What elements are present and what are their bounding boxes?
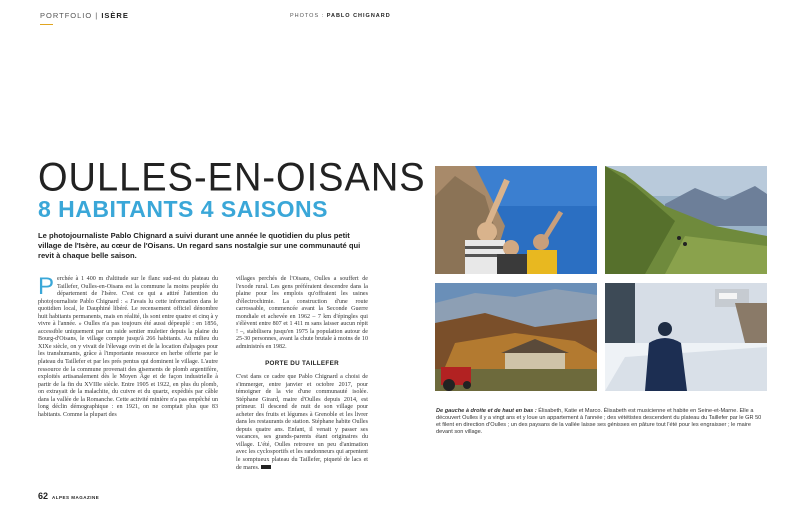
mountain-valley-photo bbox=[605, 166, 767, 274]
section-subhead: PORTE DU TAILLEFER bbox=[265, 360, 339, 368]
section-label: PORTFOLIO bbox=[40, 11, 93, 20]
body-text-1: erchée à 1 400 m d'altitude sur le flanc sud-est du plateau du Taillefer, Oulles-en-Oisans est la commune la moins peuplée du département de l'Isère. C'est ce qui a attiré l'attention du photojournaliste Pablo Chignard : « J'avais lu cette information dans le quotidien local, le Dauphiné libéré. Le recensement officiel dénombre huit habitants permanents, mais en réalité, ils sont entre quatre et cinq à y vivre à l'année. » Oulles n'a pas toujours été aussi dépeuplé : en 1856, accessible uniquement par un raide sentier muletier depuis la plaine du Bourg-d'Oisans, le village compte jusqu'à 266 habitants. Au milieu du XIXe siècle, on y vivait de l'élevage ovin et de la location d'alpages pour les transhumants, grâce à l'importante ressource en herbe offerte par le plateau du Taillefer et par les prés pentus qui dominent le village. L'autre ressource de la commune provenait des gisements de plomb argentifère, exploités artisanalement dès le Moyen Âge et de façon industrielle à partir de la fin du XVIIIe siècle. Entre 1905 et 1922, en plus du plomb, on extrayait de la malachite, du cuivre et du quartz, expédiés par câble dans la vallée de la Romanche. Cette activité minière n'a pas empêché un long déclin démographique : en 1921, on ne comptait plus que 83 habitants. Comme la plupart des bbox=[38, 276, 218, 418]
man-in-snow-image bbox=[605, 283, 767, 391]
villagers-pointing-image bbox=[435, 166, 597, 274]
mountain-valley-image bbox=[605, 166, 767, 274]
photo-credit bbox=[290, 13, 391, 19]
section-separator: | bbox=[95, 11, 99, 20]
article-title: OULLES-EN-OISANS bbox=[38, 155, 426, 201]
article-lede: Le photojournaliste Pablo Chignard a suivi durant une année le quotidien du plus petit village de l'Isère, au cœur de l'Oisans. Un regard sans nostalgie sur une communauté qui revit à chaque belle saison. bbox=[38, 231, 361, 260]
caption-text: Élisabeth, Katie et Marco. Élisabeth est musicienne et habite en Seine-et-Marne. Elle a découvert Oulles il y a vingt ans et y loue un appartement à l'année ; des vététistes descendent du plateau du Taillefer par le GR 50 et filent en direction d'Oulles ; un des paysans de la vallée laisse ses génisses en pâture tout l'été pour les engraisser ; le maire devant son village. bbox=[436, 408, 762, 435]
end-mark bbox=[261, 465, 271, 469]
page-number: 62 bbox=[38, 491, 49, 501]
villagers-pointing-photo bbox=[435, 166, 597, 274]
section-topic: ISÈRE bbox=[101, 11, 129, 20]
village-tractor-image bbox=[435, 283, 597, 391]
drop-cap: P bbox=[38, 273, 55, 300]
header-rule bbox=[40, 24, 53, 25]
body-text-3: C'est dans ce cadre que Pablo Chignard a choisi de s'immerger, entre janvier et octobre 2017, pour témoigner de la vie d'une communauté isolée. Stéphane Girard, maire d'Oulles depuis 2014, est primeur. Il descend de nuit de son village pour acheter des fruits et légumes à Grenoble et les livrer dans les restaurants de station. Stéphane habite Oulles depuis quatre ans. Enfant, il venait y passer ses vacances, ses grands-parents étant originaires du village. L'été, Oulles retrouve un peu d'animation avec les cyclosportifs et les randonneurs qui arpentent le somptueux plateau du Taillefer, piqueté de lacs et de mares. bbox=[236, 374, 368, 471]
body-column-2 bbox=[236, 276, 368, 472]
body-text-2: villages perchés de l'Oisans, Oulles a souffert de l'exode rural. Les gens préféraient descendre dans la plaine pour les emplois qu'offraient les usines d'électrochimie. La construction d'une route carrossable, commencée avant la Seconde Guerre mondiale et achevée en 1962 – 7 km d'épingles qui s'élèvent entre 807 et 1 411 m sans laisser aucun répit ! –, stabilisera jusqu'en 1975 la population autour de 25-30 personnes, avant la chute brutale à moins de 10 administrés en 1982. bbox=[236, 276, 368, 350]
article-subtitle: 8 HABITANTS 4 SAISONS bbox=[38, 196, 328, 222]
body-column-1 bbox=[38, 273, 218, 419]
village-tractor-photo bbox=[435, 283, 597, 391]
photo-caption bbox=[436, 408, 766, 436]
magazine-name: ALPES MAGAZINE bbox=[52, 495, 100, 500]
photo-credit-label: PHOTOS : bbox=[290, 13, 325, 19]
caption-lead: De gauche à droite et de haut en bas : bbox=[436, 408, 537, 414]
photo-credit-name: PABLO CHIGNARD bbox=[326, 13, 391, 19]
page-footer bbox=[38, 491, 99, 501]
man-in-snow-photo bbox=[605, 283, 767, 391]
section-header bbox=[40, 11, 129, 20]
